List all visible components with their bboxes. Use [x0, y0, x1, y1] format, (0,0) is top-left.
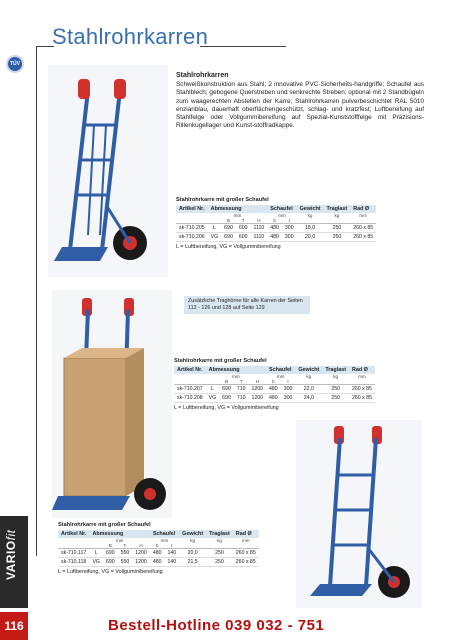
hand-truck-icon [296, 420, 422, 608]
header-weight: Gewicht [179, 530, 206, 538]
table-row [174, 394, 375, 403]
accessory-note-text: Zusätzliche Traghörne für alle Karren der Seiten 112 - 126 und 128 auf Seite 129 [188, 298, 303, 311]
table-cell: 1110 [250, 224, 267, 233]
header-article-no: Artikel Nr. [174, 366, 206, 374]
table-header-row [58, 530, 259, 538]
table-row [58, 558, 259, 567]
table-caption: Stahlrohrkarre mit großer Schaufel [58, 522, 151, 528]
table-cell: 260 x 85 [349, 394, 375, 403]
table-cell: VG [208, 233, 222, 242]
hand-truck-icon [48, 65, 168, 277]
table-cell: 140 [164, 549, 179, 558]
table-cell: sk-710.206 [176, 233, 208, 242]
dim-cell: H [250, 218, 267, 224]
table-caption: Stahlrohrkarre mit großer Schaufel [176, 197, 269, 203]
table-cell: 250 [206, 558, 233, 567]
table-cell: 20,0 [297, 233, 324, 242]
dim-cell: t [282, 218, 297, 224]
tuev-certification-badge [6, 55, 24, 73]
table-cell: VG [89, 558, 103, 567]
table-cell: 550 [118, 558, 133, 567]
table-cell: 690 [221, 224, 236, 233]
header-dimensions: Abmessung [206, 366, 266, 374]
table-cell: 300 [282, 233, 297, 242]
title-block [28, 22, 428, 52]
header-article-no: Artikel Nr. [176, 205, 208, 213]
table-cell: 260 x 85 [350, 233, 376, 242]
header-shovel: Schaufel [267, 205, 296, 213]
table-cell: 690 [103, 558, 118, 567]
spec-table [176, 205, 376, 242]
table-cell: sk-710.208 [174, 394, 206, 403]
table-cell: 710 [234, 385, 249, 394]
table-cell: 250 [322, 385, 349, 394]
table-cell: 260 x 85 [233, 549, 259, 558]
table-cell: 690 [219, 385, 234, 394]
unit-cell: mm [359, 213, 368, 218]
table-cell: L [89, 549, 103, 558]
product-description [176, 72, 424, 130]
table-row [176, 224, 376, 233]
table-cell: 480 [267, 233, 282, 242]
header-load: Traglast [206, 530, 233, 538]
dim-cell: T [234, 379, 249, 385]
table-cell: 480 [266, 394, 281, 403]
table-cell: 300 [281, 385, 296, 394]
unit-cell: mm [232, 374, 240, 379]
table-cell: 690 [103, 549, 118, 558]
product-image-3 [296, 420, 422, 608]
title-rule-right [200, 46, 286, 47]
page-number: 116 [0, 612, 28, 640]
table-cell: 18,0 [297, 224, 324, 233]
table-legend: L = Luftbereifung, VG = Vollgummibereifung [174, 405, 279, 411]
spec-table-2 [174, 358, 375, 411]
tuev-badge-label: TÜV [10, 61, 20, 67]
table-cell: 600 [236, 224, 251, 233]
brand-logo [4, 530, 18, 580]
dim-cell: b [267, 218, 282, 224]
table-cell: 260 x 85 [349, 385, 375, 394]
dim-cell: B [221, 218, 236, 224]
table-header-row [176, 205, 376, 213]
table-cell: sk-710.205 [176, 224, 208, 233]
spec-table [58, 530, 259, 567]
header-dimensions: Abmessung [208, 205, 268, 213]
table-cell: 260 x 85 [233, 558, 259, 567]
header-shovel: Schaufel [150, 530, 179, 538]
table-cell: 24,0 [295, 394, 322, 403]
table-cell: 300 [282, 224, 297, 233]
table-cell: 1200 [132, 549, 150, 558]
table-cell: 480 [266, 385, 281, 394]
header-wheel: Rad Ø [349, 366, 375, 374]
unit-cell: mm [276, 374, 285, 379]
description-title: Stahlrohrkarren [176, 72, 229, 79]
table-cell: 690 [221, 233, 236, 242]
dim-cell: t [164, 543, 179, 549]
table-cell: 20,0 [179, 549, 206, 558]
header-wheel: Rad Ø [233, 530, 259, 538]
dim-cell: B [103, 543, 118, 549]
dim-cell: b [150, 543, 165, 549]
dim-cell: T [236, 218, 251, 224]
header-wheel: Rad Ø [350, 205, 376, 213]
table-caption: Stahlrohrkarre mit großer Schaufel [174, 358, 267, 364]
unit-cell: mm [358, 374, 366, 379]
table-cell: 600 [236, 233, 251, 242]
table-cell: sk-710.207 [174, 385, 206, 394]
order-hotline: Bestell-Hotline 039 032 - 751 [108, 617, 325, 634]
table-row [58, 549, 259, 558]
table-cell: 250 [322, 394, 349, 403]
brand-suffix: fit [4, 529, 18, 541]
header-load: Traglast [322, 366, 349, 374]
unit-cell: mm [160, 538, 169, 543]
dim-cell: H [132, 543, 150, 549]
unit-cell: kg [334, 213, 340, 218]
table-cell: L [208, 224, 222, 233]
unit-cell: mm [233, 213, 242, 218]
table-cell: 1200 [248, 385, 266, 394]
table-cell: 550 [118, 549, 133, 558]
table-row [174, 385, 375, 394]
page-rule-vertical [36, 46, 37, 556]
unit-cell: mm [241, 538, 250, 543]
header-shovel: Schaufel [266, 366, 295, 374]
spec-table-3 [58, 522, 259, 575]
description-text: Schweißkonstruktion aus Stahl; 2 innovative PVC-Sicherheits-handgriffe; Schaufel aus Stahlblech; gebogene Querstreben und senkrechte Streben; optional mit 2 Standbügeln zum waagerechten Abstellen der Karre; Stahlrohrkarren pulverbeschichtet RAL 5010 enzianblau, dauerhaft oberflächengeschützt, schlag- und kratzfest; Luftbereifung auf Stahlfelge oder Vollgummibereifung auf Spezial-Kunststofffelge mit Präzisions-Rillenkugellager und Kunst-stoffradkappe. [176, 81, 424, 130]
product-image-1 [48, 65, 168, 277]
dim-cell: B [219, 379, 234, 385]
hand-truck-with-box-icon [52, 290, 172, 518]
table-legend: L = Luftbereifung, VG = Vollgummibereifung [58, 569, 163, 575]
table-header-row [174, 366, 375, 374]
table-cell: L [206, 385, 220, 394]
table-cell: sk-710.118 [58, 558, 89, 567]
header-load: Traglast [324, 205, 351, 213]
table-cell: 300 [281, 394, 296, 403]
header-weight: Gewicht [297, 205, 324, 213]
table-cell: sk-710.117 [58, 549, 89, 558]
table-cell: 250 [324, 224, 351, 233]
unit-cell: kg [306, 374, 312, 379]
spec-table [174, 366, 375, 403]
unit-cell: kg [333, 374, 339, 379]
table-cell: 1200 [132, 558, 150, 567]
header-article-no: Artikel Nr. [58, 530, 89, 538]
table-cell: 480 [150, 549, 165, 558]
header-dimensions: Abmessung [89, 530, 149, 538]
unit-cell: mm [278, 213, 286, 218]
spec-table-1 [176, 197, 376, 250]
accessory-note [184, 296, 310, 314]
unit-cell: kg [190, 538, 196, 543]
table-cell: 22,0 [295, 385, 322, 394]
table-cell: 690 [219, 394, 234, 403]
dim-cell: T [118, 543, 133, 549]
table-legend: L = Luftbereifung, VG = Vollgummibereifung [176, 244, 281, 250]
table-row [176, 233, 376, 242]
brand-prefix: VARIO [4, 540, 18, 580]
product-image-2 [52, 290, 172, 518]
table-cell: 250 [324, 233, 351, 242]
page-title: Stahlrohrkarren [52, 24, 209, 49]
table-cell: 1110 [250, 233, 267, 242]
unit-cell: kg [307, 213, 313, 218]
table-cell: VG [206, 394, 220, 403]
table-cell: 260 x 85 [350, 224, 376, 233]
table-cell: 480 [267, 224, 282, 233]
unit-cell: kg [217, 538, 222, 543]
table-cell: 1200 [248, 394, 266, 403]
table-cell: 140 [164, 558, 179, 567]
dim-cell: H [248, 379, 266, 385]
header-weight: Gewicht [295, 366, 322, 374]
unit-cell: mm [115, 538, 124, 543]
table-cell: 21,5 [179, 558, 206, 567]
dim-cell: t [281, 379, 296, 385]
table-cell: 480 [150, 558, 165, 567]
table-cell: 250 [206, 549, 233, 558]
dim-cell: b [266, 379, 281, 385]
table-cell: 710 [234, 394, 249, 403]
